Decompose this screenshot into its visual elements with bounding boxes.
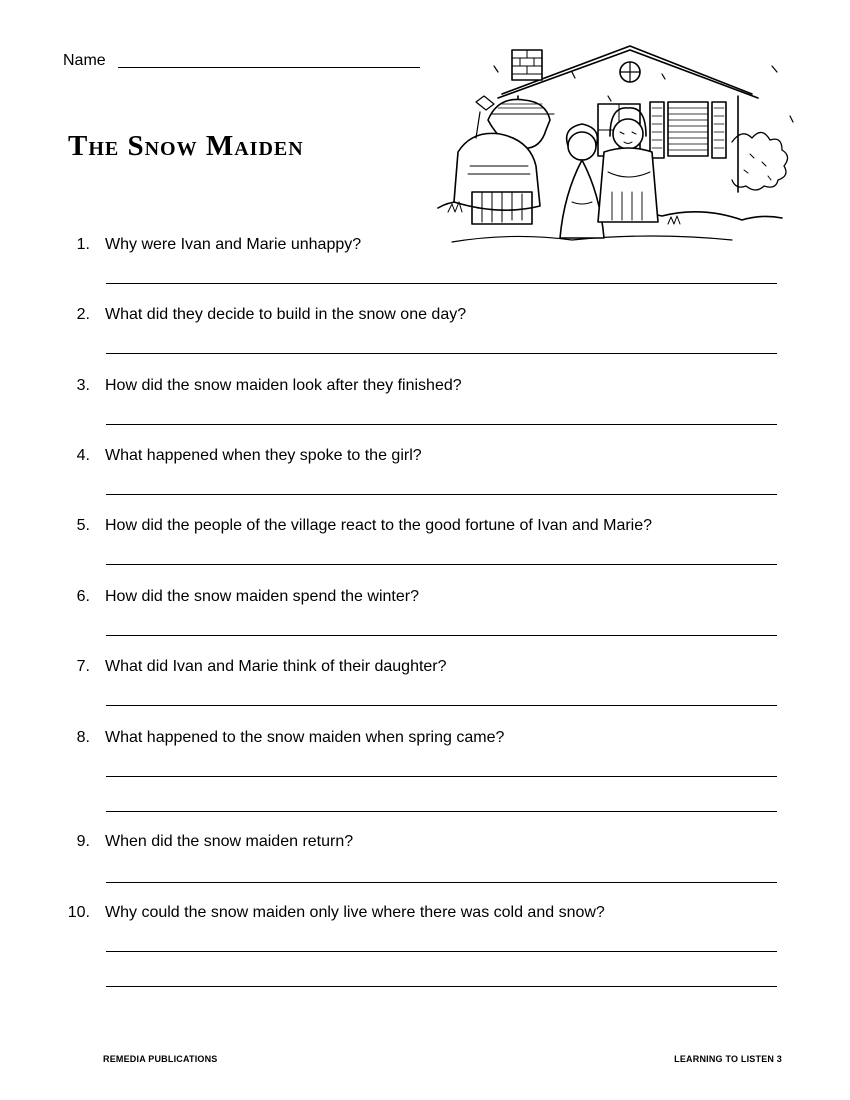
answer-line[interactable]: [106, 494, 777, 495]
footer-publisher: REMEDIA PUBLICATIONS: [103, 1054, 218, 1064]
answer-line[interactable]: [106, 776, 777, 777]
page-title: The Snow Maiden: [68, 130, 304, 162]
question-text: How did the people of the village react to the good fortune of Ivan and Marie?: [105, 517, 653, 534]
question-text: What happened when they spoke to the girl?: [105, 447, 422, 464]
question-text: How did the snow maiden look after they finished?: [105, 377, 462, 394]
question-number: 9.: [76, 833, 90, 850]
question-number: 10.: [67, 904, 90, 921]
answer-line[interactable]: [106, 882, 777, 883]
answer-line[interactable]: [106, 705, 777, 706]
question-number: 4.: [76, 447, 90, 464]
answer-line[interactable]: [106, 951, 777, 952]
answer-line[interactable]: [106, 424, 777, 425]
answer-line[interactable]: [106, 635, 777, 636]
question-text: What did they decide to build in the snow one day?: [105, 306, 467, 323]
question-text: What happened to the snow maiden when spring came?: [105, 729, 505, 746]
answer-line[interactable]: [106, 283, 777, 284]
question-number: 2.: [76, 306, 90, 323]
name-label: Name: [63, 52, 106, 69]
footer-series: LEARNING TO LISTEN 3: [674, 1054, 782, 1064]
question-text: Why were Ivan and Marie unhappy?: [105, 236, 362, 253]
question-number: 5.: [76, 517, 90, 534]
answer-line[interactable]: [106, 353, 777, 354]
question-text: When did the snow maiden return?: [105, 833, 354, 850]
answer-line[interactable]: [106, 564, 777, 565]
question-text: What did Ivan and Marie think of their daughter?: [105, 658, 447, 675]
answer-line[interactable]: [106, 986, 777, 987]
question-number: 7.: [76, 658, 90, 675]
answer-line[interactable]: [106, 811, 777, 812]
question-number: 8.: [76, 729, 90, 746]
question-number: 1.: [76, 236, 90, 253]
question-number: 3.: [76, 377, 90, 394]
question-text: Why could the snow maiden only live where there was cold and snow?: [105, 904, 605, 921]
question-text: How did the snow maiden spend the winter?: [105, 588, 419, 605]
question-number: 6.: [76, 588, 90, 605]
